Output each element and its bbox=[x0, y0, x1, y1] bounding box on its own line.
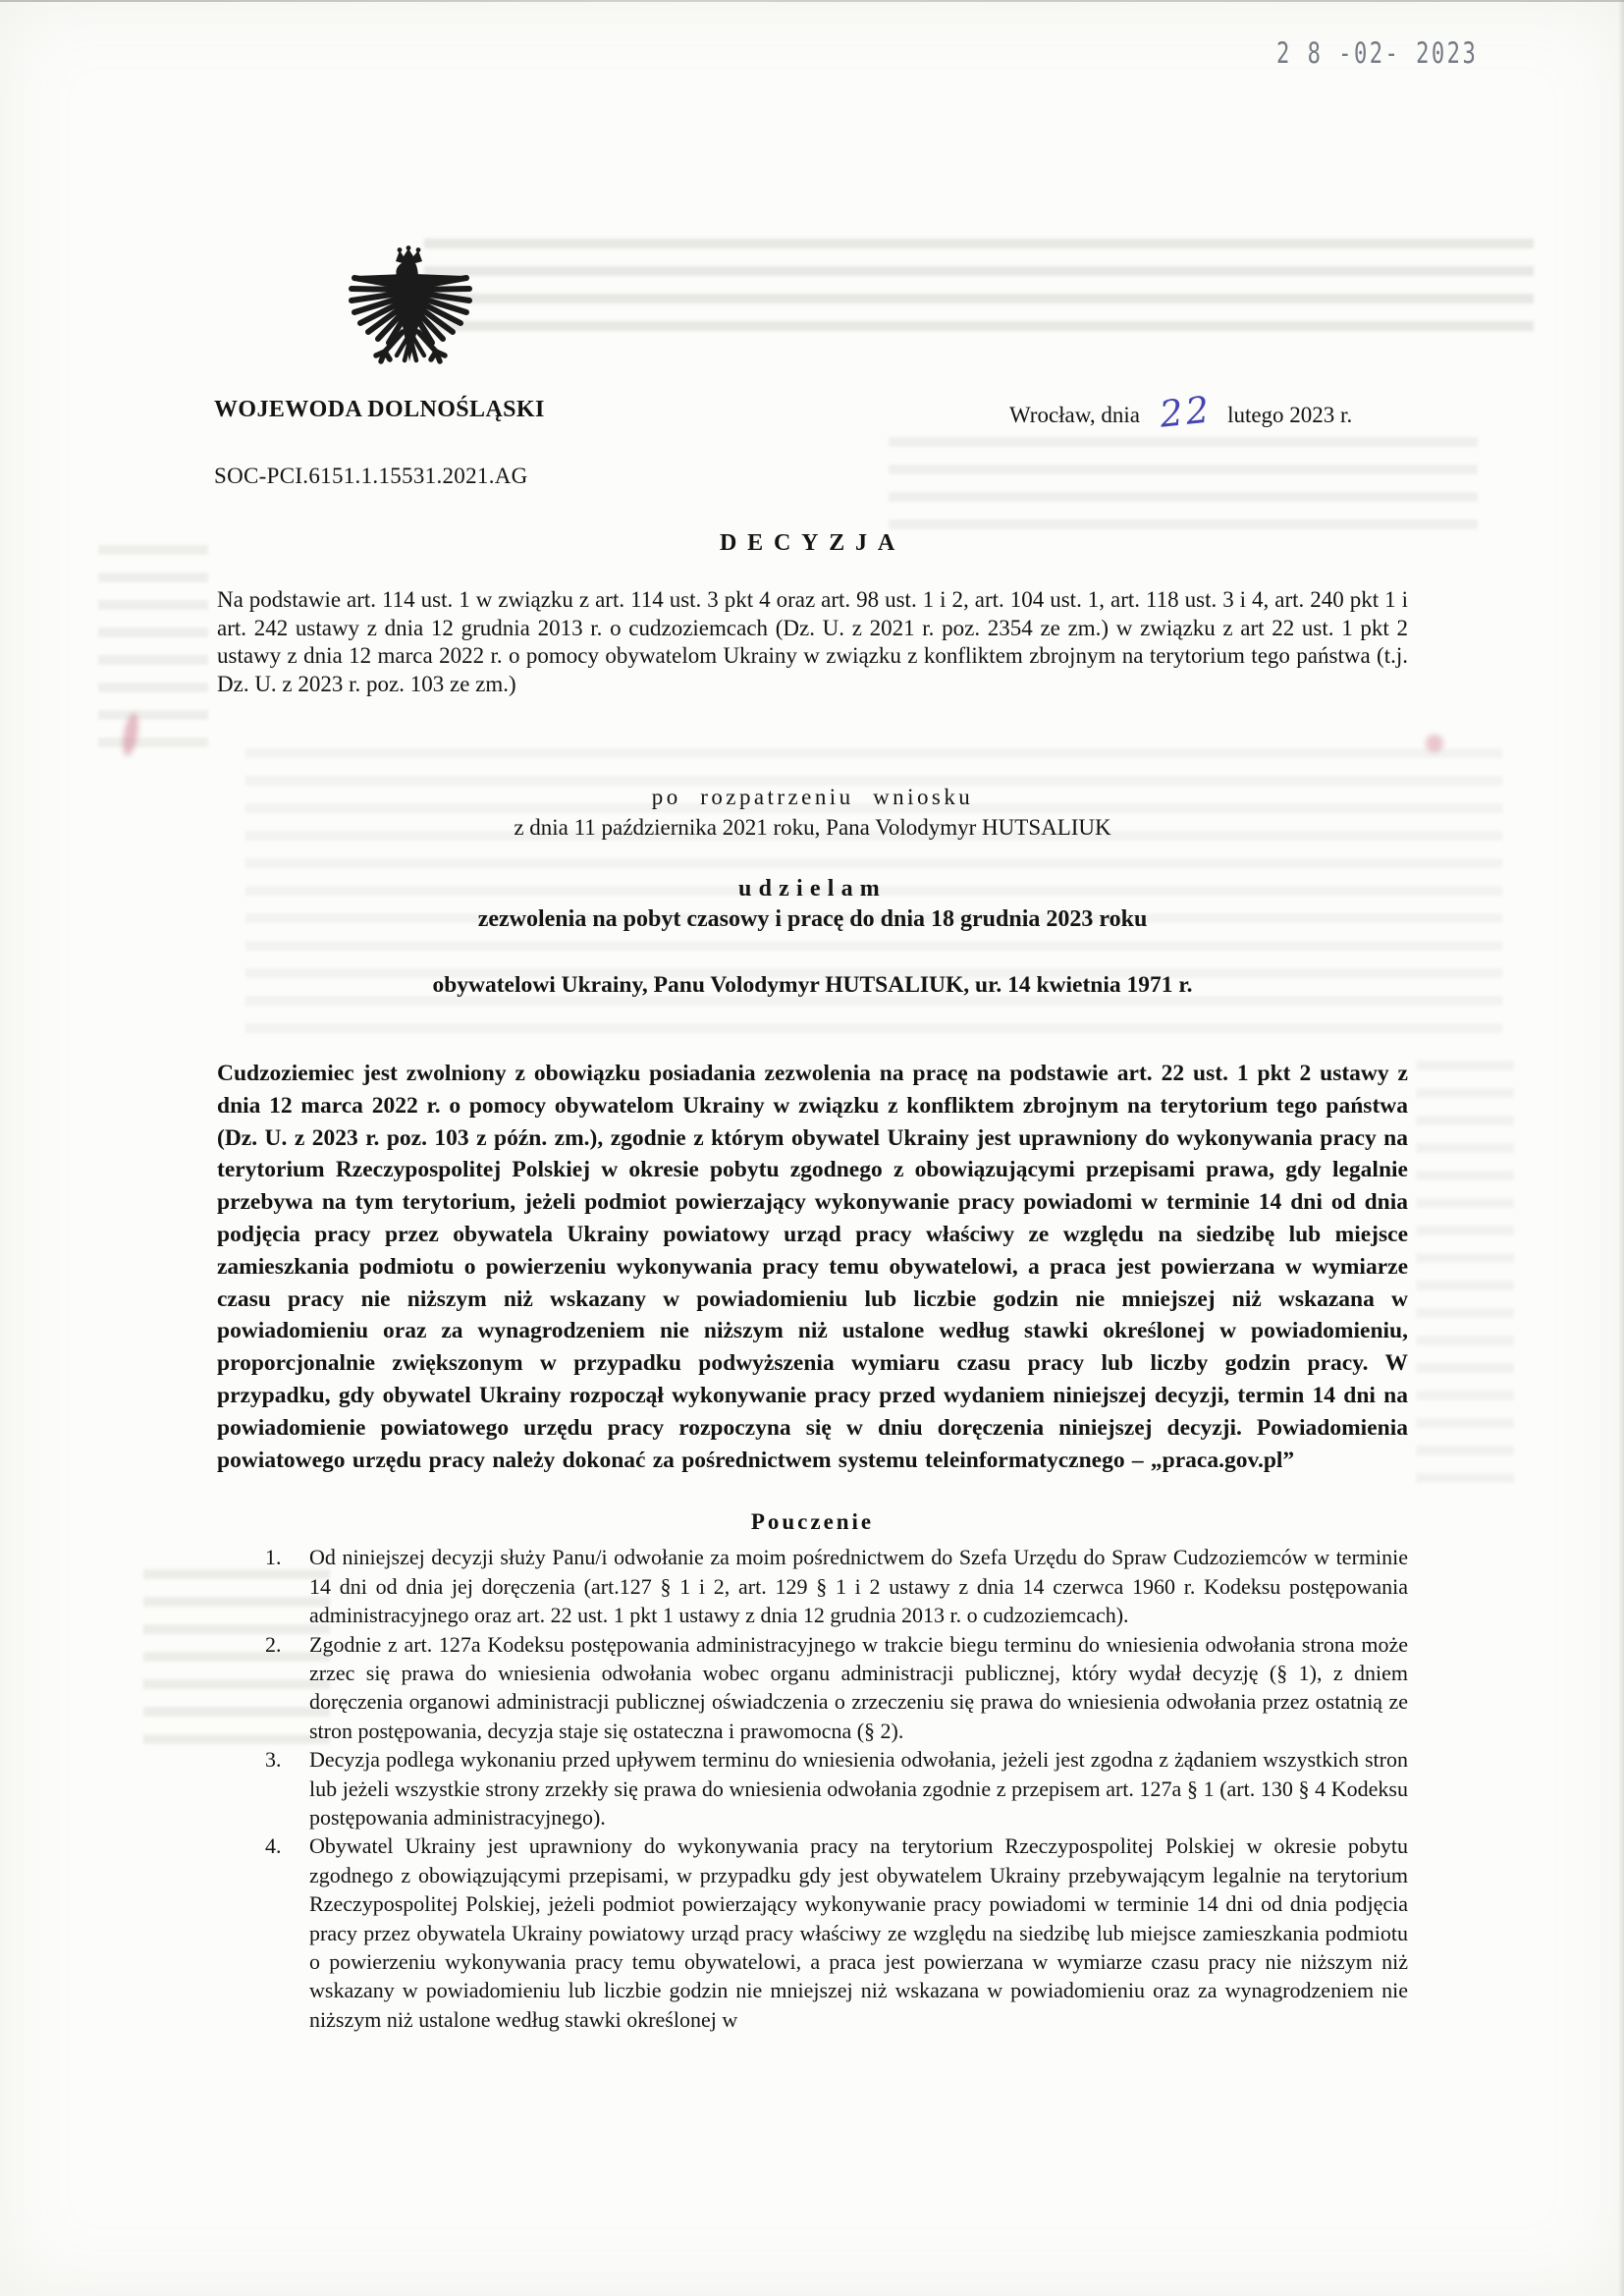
item-text: Zgodnie z art. 127a Kodeksu postępowania administracyjnego w trakcie biegu terminu do wniesienia odwołania strona może zrzec się prawa do wniesienia odwołania wobec organu administracji publicznej, który wydał decyzję (§ 1), z dniem doręczenia organowi administracji publicznej oświadczenia o zrzeczeniu się prawa do wniesienia odwołania przez ostatnią ze stron postępowania, decyzja staje się ostateczna i prawomocna (§ 2). bbox=[309, 1631, 1408, 1743]
scan-edge-shadow bbox=[1618, 0, 1624, 2296]
review-line: po rozpatrzeniu wniosku bbox=[651, 785, 974, 809]
bleed-through-artifact bbox=[889, 437, 1478, 545]
item-text: Decyzja podlega wykonaniu przed upływem terminu do wniesienia odwołania, jeżeli jest zgodna z żądaniem wszystkich stron lub jeżeli wszystkie strony zrzekły się prawa do wniesienia odwołania zgodnie z przepisem art. 127a § 1 (art. 130 § 4 Kodeksu postępowania administracyjnego). bbox=[309, 1747, 1408, 1831]
crowned-eagle-icon bbox=[346, 246, 473, 383]
place-date-prefix: Wrocław, dnia bbox=[1009, 403, 1140, 427]
instruction-item bbox=[217, 1630, 1408, 1746]
instruction-list bbox=[217, 1543, 1408, 2034]
item-number: 2. bbox=[265, 1631, 282, 1657]
case-reference-number: SOC-PCI.6151.1.15531.2021.AG bbox=[214, 464, 528, 488]
bleed-through-artifact bbox=[424, 239, 1534, 345]
item-text: Obywatel Ukrainy jest uprawniony do wykonywania pracy na terytorium Rzeczypospolitej Polskiej w okresie pobytu zgodnego z obowiązującymi przepisami, w przypadku gdy jest obywatelem Ukrainy przebywającym legalnie na terytorium Rzeczypospolitej Polskiej, jeżeli podmiot powierzający wykonywanie pracy powiadomi w terminie 14 dni od dnia podjęcia pracy przez obywatela Ukrainy powiatowy urząd pracy właściwy ze względu na siedzibę lub miejsce zamieszkania podmiotu o powierzeniu wykonywania pracy temu obywatelowi, a praca jest powierzana w wymiarze czasu pracy nie niższym niż wskazany w powiadomieniu lub liczbie godzin nie mniejszej niż wskazana w powiadomieniu oraz za wynagrodzeniem nie niższym niż ustalone według stawki określonej w bbox=[309, 1833, 1408, 2032]
instruction-item bbox=[217, 1745, 1408, 1831]
document-body bbox=[217, 530, 1408, 2034]
decision-title: DECYZJA bbox=[720, 530, 905, 556]
date-received-stamp: 2 8 -02- 2023 bbox=[1276, 37, 1479, 71]
item-number: 3. bbox=[265, 1747, 282, 1773]
item-text: Od niniejszej decyzji służy Panu/i odwołanie za moim pośrednictwem do Szefa Urzędu do Spraw Cudzoziemców w terminie 14 dni od dnia jej doręczenia (art.127 § 1 i 2, art. 129 § 1 i 2 ustawy z dnia 14 czerwca 1960 r. Kodeksu postępowania administracyjnego oraz art. 22 ust. 1 pkt 1 ustawy z dnia 12 grudnia 2013 r. o cudzoziemcach). bbox=[309, 1545, 1408, 1628]
item-number: 1. bbox=[265, 1545, 282, 1570]
polish-eagle-emblem bbox=[346, 246, 473, 383]
instruction-item bbox=[217, 1543, 1408, 1629]
bleed-through-artifact bbox=[1416, 1061, 1514, 1483]
scan-edge-line bbox=[0, 0, 1624, 2]
ink-smudge-artifact bbox=[1426, 735, 1443, 752]
grant-scope-line: zezwolenia na pobyt czasowy i pracę do dnia 18 grudnia 2023 roku bbox=[477, 906, 1148, 932]
place-date-suffix: lutego 2023 r. bbox=[1227, 403, 1353, 427]
work-exemption-paragraph: Cudzoziemiec jest zwolniony z obowiązku posiadania zezwolenia na pracę na podstawie art. 22 ust. 1 pkt 2 ustawy z dnia 12 marca 2022 r. o pomocy obywatelom Ukrainy w związku z konfliktem zbrojnym na terytorium tego państwa (Dz. U. z 2023 r. poz. 103 z późn. zm.), zgodnie z którym obywatel Ukrainy jest uprawniony do wykonywania pracy na terytorium Rzeczypospolitej Polskiej w okresie pobytu zgodnego z obowiązującymi przepisami prawa, gdy legalnie przebywa na tym terytorium, jeżeli podmiot powierzający wykonywanie pracy powiadomi w terminie 14 dni od dnia podjęcia pracy przez obywatela Ukrainy powiatowy urząd pracy właściwy ze względu na siedzibę lub miejsce zamieszkania podmiotu o powierzeniu wykonywania pracy temu obywatelowi, a praca jest powierzana w wymiarze czasu pracy nie niższym niż wskazany w powiadomieniu lub liczbie godzin nie mniejszej niż wskazana w powiadomieniu oraz za wynagrodzeniem nie niższym niż ustalone według stawki określonej w powiadomieniu, proporcjonalnie zwiększonym w przypadku podwyższenia wymiaru czasu pracy lub liczby godzin pracy. W przypadku, gdy obywatel Ukrainy rozpoczął wykonywanie pracy przed wydaniem niniejszej decyzji, termin 14 dni na powiadomienie powiatowego urzędu pracy rozpoczyna się w dniu doręczenia niniejszej decyzji. Powiadomienia powiatowego urzędu pracy należy dokonać za pośrednictwem systemu teleinformatycznego – „praca.gov.pl” bbox=[217, 1061, 1408, 1473]
instruction-title: Pouczenie bbox=[750, 1509, 875, 1535]
issuing-authority: WOJEWODA DOLNOŚLĄSKI bbox=[214, 397, 545, 422]
instruction-item bbox=[217, 1831, 1408, 2034]
item-number: 4. bbox=[265, 1833, 282, 1859]
ink-smudge-artifact bbox=[120, 712, 140, 757]
handwritten-day: 22 bbox=[1158, 388, 1215, 436]
application-line: z dnia 11 października 2021 roku, Pana Volodymyr HUTSALIUK bbox=[514, 815, 1111, 840]
bleed-through-artifact bbox=[98, 545, 208, 756]
place-and-date bbox=[1009, 388, 1353, 436]
grant-verb: udzielam bbox=[738, 876, 887, 902]
legal-basis-paragraph: Na podstawie art. 114 ust. 1 w związku z art. 114 ust. 3 pkt 4 oraz art. 98 ust. 1 i 2, art. 104 ust. 1, art. 118 ust. 3 i 4, art. 240 pkt 1 i art. 242 ustawy z dnia 12 grudnia 2013 r. o cudzoziemcach (Dz. U. z 2021 r. poz. 2354 ze zm.) w związku z art 22 ust. 1 pkt 2 ustawy z dnia 12 marca 2022 r. o pomocy obywatelom Ukrainy w związku z konfliktem zbrojnym na terytorium tego państwa (t.j. Dz. U. z 2023 r. poz. 103 ze zm.) bbox=[217, 587, 1408, 696]
beneficiary-line: obywatelowi Ukrainy, Panu Volodymyr HUTSALIUK, ur. 14 kwietnia 1971 r. bbox=[432, 972, 1193, 998]
